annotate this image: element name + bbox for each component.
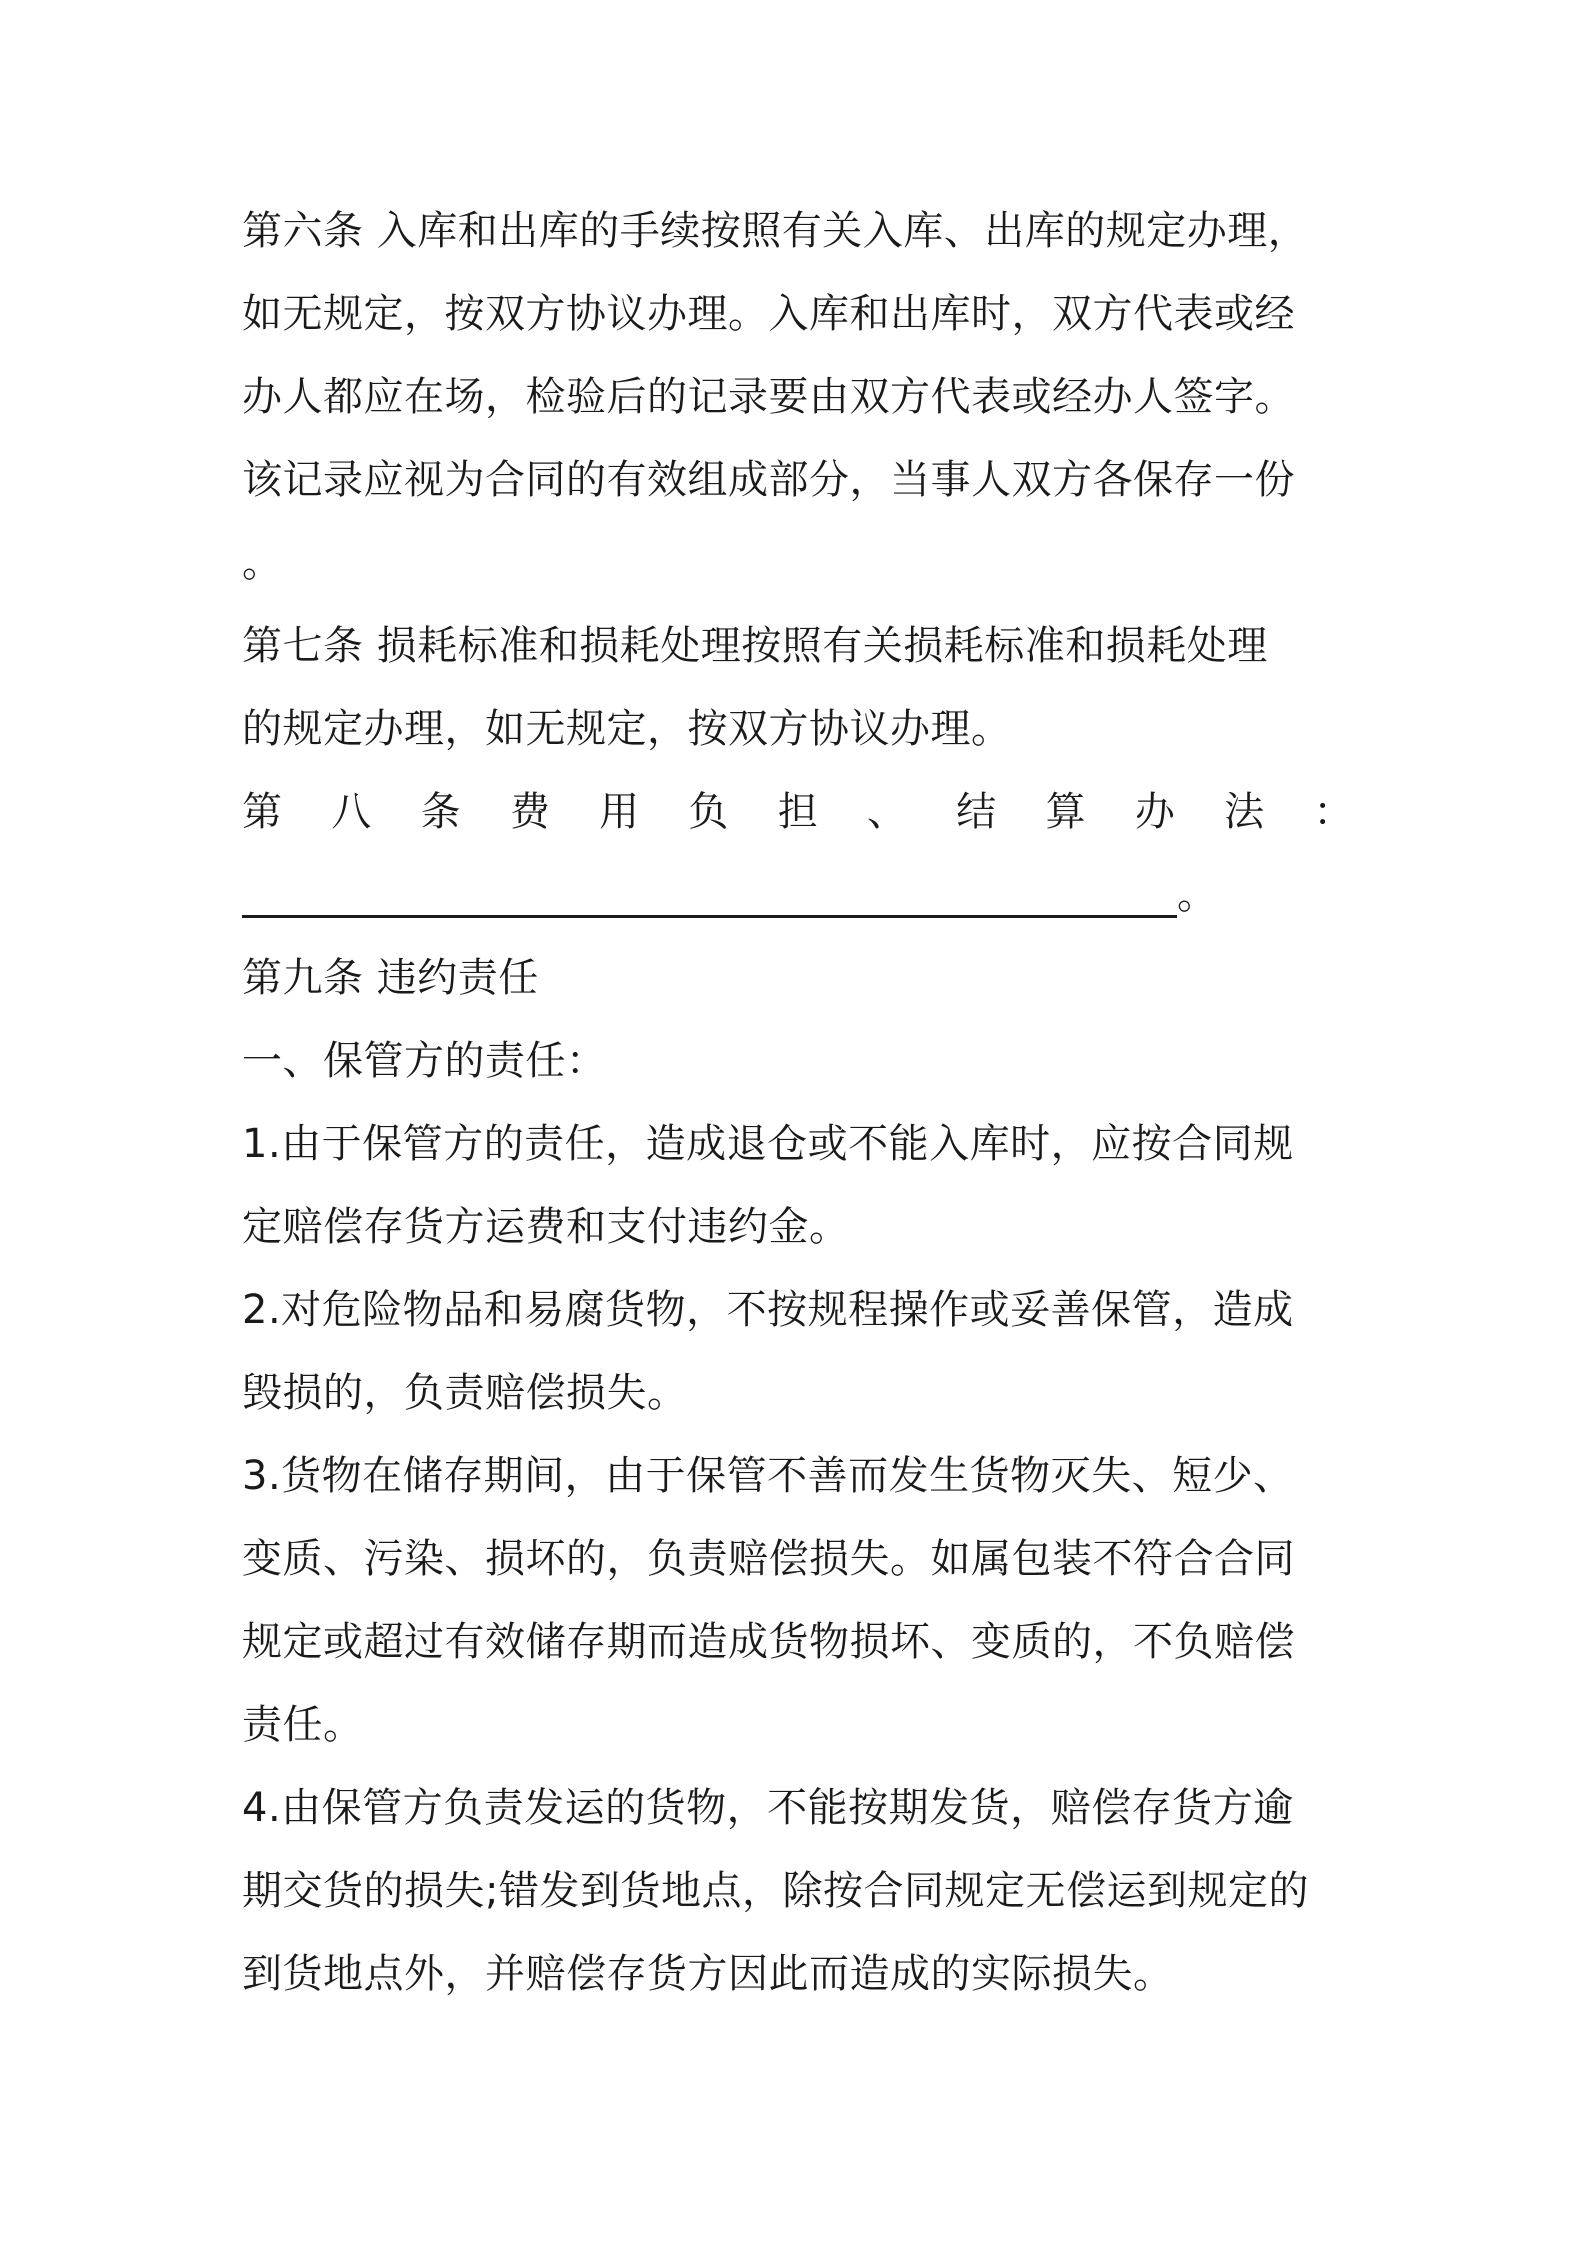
fill-in-blank-line: [242, 854, 1354, 937]
text-line: 责任。: [242, 1702, 364, 1748]
text-line: 期交货的损失;错发到货地点，除按合同规定无偿运到规定的: [242, 1868, 1309, 1914]
text-line: 毁损的，负责赔偿损失。: [242, 1370, 688, 1416]
char: 、: [866, 789, 908, 835]
text-line: 3.货物在储存期间，由于保管不善而发生货物灭失、短少、: [242, 1453, 1294, 1499]
text-line: 第七条 损耗标准和损耗处理按照有关损耗标准和损耗处理: [242, 623, 1268, 669]
char: 结: [956, 789, 997, 835]
text-line: 如无规定，按双方协议办理。入库和出库时，双方代表或经: [242, 291, 1295, 337]
text-line: 2.对危险物品和易腐货物，不按规程操作或妥善保管，造成: [242, 1287, 1294, 1333]
article-7: [242, 605, 1354, 771]
char: 担: [777, 789, 819, 835]
text-line: 变质、污染、损坏的，负责赔偿损失。如属包装不符合合同: [242, 1536, 1295, 1582]
article-6: [242, 190, 1354, 605]
char: 算: [1045, 789, 1087, 835]
char: 用: [599, 789, 640, 835]
text-line: [242, 190, 1354, 273]
text-line: 该记录应视为合同的有效组成部分，当事人双方各保存一份: [242, 457, 1295, 503]
char: 条: [420, 789, 462, 835]
text-line: 定赔偿存货方运费和支付违约金。: [242, 1204, 850, 1250]
text-line: 4.由保管方负责发运的货物，不能按期发货，赔偿存货方逾: [242, 1785, 1294, 1831]
blank-end-punctuation: 。: [1177, 872, 1218, 918]
list-item: [242, 1103, 1354, 1269]
fill-in-blank[interactable]: [242, 887, 1177, 918]
text-line: 1.由于保管方的责任，造成退仓或不能入库时，应按合同规: [242, 1121, 1294, 1167]
char: 法: [1224, 789, 1265, 835]
text-line: 办人都应在场，检验后的记录要由双方代表或经办人签字。: [242, 374, 1295, 420]
text-line: 到货地点外，并赔偿存货方因此而造成的实际损失。: [242, 1951, 1174, 1997]
list-item: [242, 1767, 1354, 2016]
section-title: 一、保管方的责任：: [242, 1038, 607, 1084]
text-line: 规定或超过有效储存期而造成货物损坏、变质的，不负赔偿: [242, 1619, 1295, 1665]
list-item: [242, 1269, 1354, 1435]
char: 八: [331, 789, 372, 835]
text-line: 。: [242, 540, 283, 586]
article-8: [242, 771, 1354, 937]
article-9-title: 第九条 违约责任: [242, 955, 539, 1001]
text-line: 的规定办理，如无规定，按双方协议办理。: [242, 706, 1012, 752]
char: 办: [1134, 789, 1176, 835]
list-item: [242, 1435, 1354, 1767]
char: ：: [1313, 789, 1354, 835]
document-body: [242, 190, 1354, 2016]
text-run: 第六条 入库和出库的手续按照有关入库、出库的规定办理，: [242, 208, 1309, 254]
char: 负: [688, 789, 729, 835]
article-9: [242, 937, 1354, 2016]
article-8-heading: [242, 771, 1354, 854]
char: 第: [242, 789, 283, 835]
char: 费: [509, 789, 551, 835]
